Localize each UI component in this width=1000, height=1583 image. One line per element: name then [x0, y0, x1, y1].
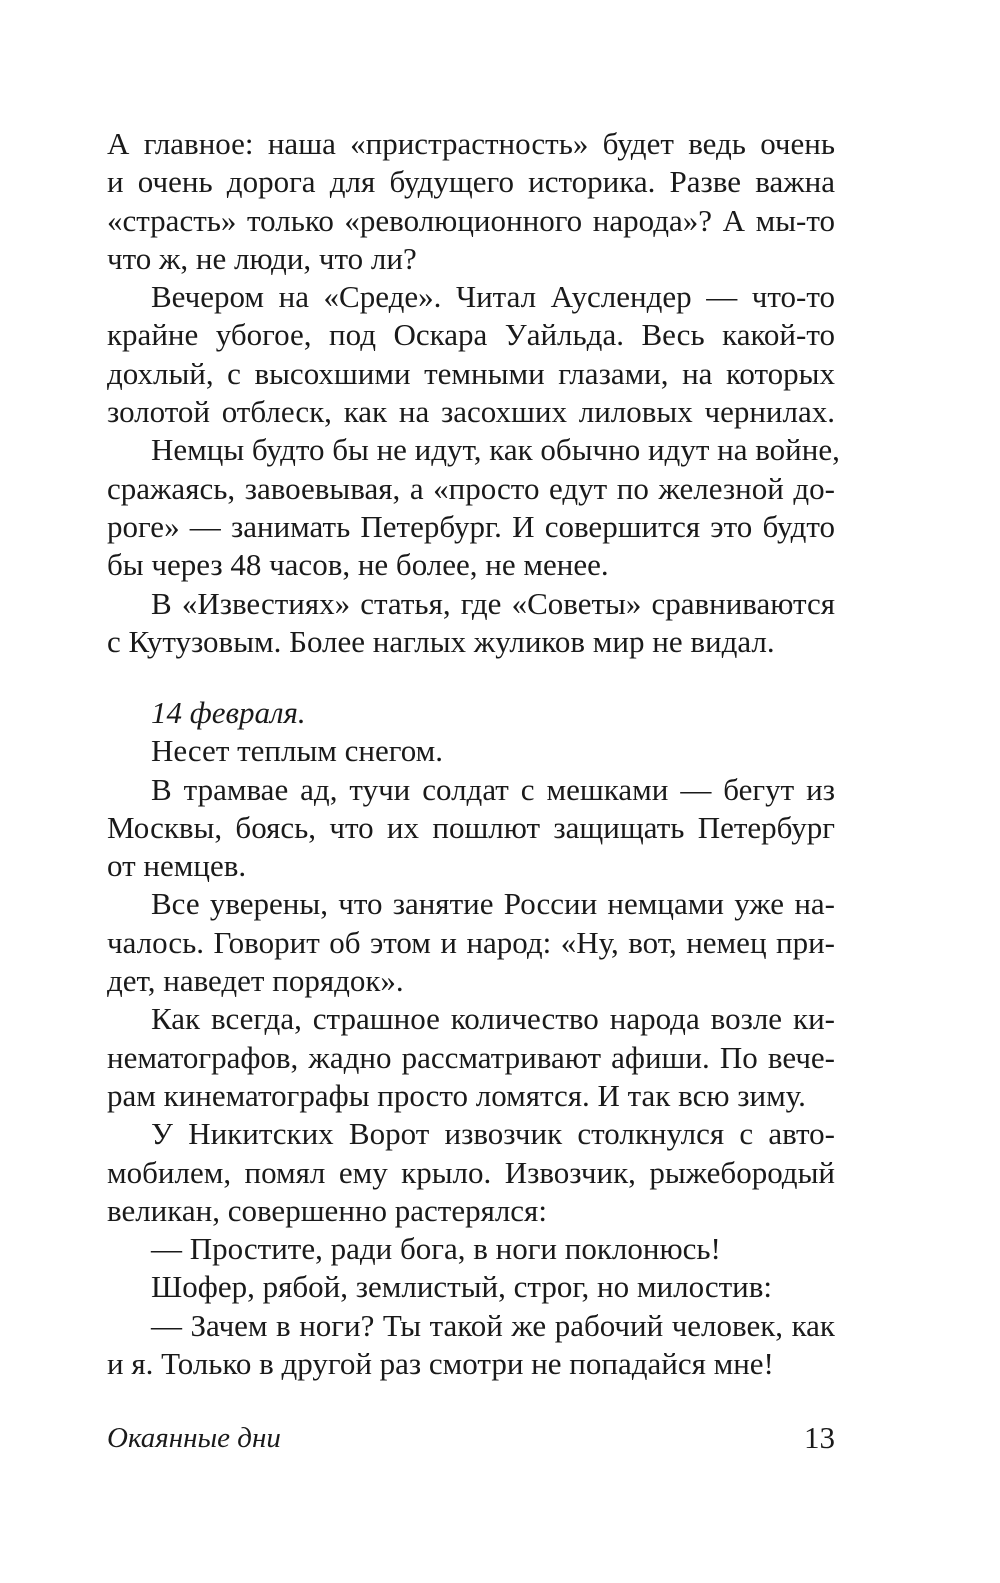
text-line: рам кинематографы просто ломятся. И так всю зиму. [107, 1077, 806, 1113]
text-line: — Зачем в ноги? Ты такой же рабочий человек, как [151, 1307, 835, 1343]
text-line: и я. Только в другой раз смотри не попадайся мне! [107, 1346, 774, 1382]
text-line: «страсть» только «революционного народа»? А мы-то [107, 202, 835, 238]
page-footer [107, 1418, 835, 1458]
text-line: — Простите, ради бога, в ноги поклонюсь! [151, 1231, 721, 1267]
text-line: роге» — занимать Петербург. И совершится это будто [107, 508, 835, 544]
text-line: с Кутузовым. Более наглых жуликов мир не видал. [107, 623, 775, 659]
text-line: от немцев. [107, 848, 247, 884]
text-line: великан, совершенно растерялся: [107, 1192, 547, 1228]
page-number: 13 [804, 1420, 835, 1455]
text-line: А главное: наша «пристрастность» будет ведь очень [107, 126, 835, 161]
text-line: Немцы будто бы не идут, как обычно идут на войне, [151, 432, 840, 468]
text-line: В трамвае ад, тучи солдат с мешками — бегут из [151, 771, 835, 807]
text-line: Москвы, боясь, что их пошлют защищать Петербург [107, 809, 835, 845]
text-line: что ж, не люди, что ли? [107, 240, 417, 276]
text-line: чалось. Говорит об этом и народ: «Ну, вот, немец при- [107, 924, 835, 960]
running-footer-title: Окаянные дни [107, 1422, 281, 1454]
text-line: Несет теплым снегом. [151, 733, 444, 769]
text-block-bottom [107, 694, 835, 1383]
text-line: Шофер, рябой, землистый, строг, но милостив: [151, 1269, 772, 1305]
text-line: дет, наведет порядок». [107, 963, 404, 999]
text-line: крайне убогое, под Оскара Уайльда. Весь какой-то [107, 317, 835, 353]
text-line: нематографов, жадно рассматривают афиши. По вече- [107, 1039, 835, 1075]
text-line: В «Известиях» статья, где «Советы» сравниваются [151, 585, 835, 621]
text-line: Как всегда, страшное количество народа возле ки- [151, 1001, 835, 1037]
text-line: сражаясь, завоевывая, а «просто едут по железной до- [107, 470, 835, 506]
date-heading: 14 февраля. [151, 695, 306, 730]
text-line: Вечером на «Среде». Читал Ауслендер — что-то [151, 279, 835, 315]
text-line: мобилем, помял ему крыло. Извозчик, рыжебородый [107, 1154, 835, 1190]
text-line: дохлый, с высохшими темными глазами, на которых [107, 355, 835, 391]
text-line: Все уверены, что занятие России немцами уже на- [151, 886, 835, 922]
text-line: бы через 48 часов, не более, не менее. [107, 547, 609, 583]
text-line: У Никитских Ворот извозчик столкнулся с авто- [151, 1116, 835, 1152]
text-block-top [107, 125, 840, 661]
text-line: золотой отблеск, как на засохших лиловых чернилах. [107, 394, 835, 430]
text-line: и очень дорога для будущего историка. Разве важна [107, 164, 835, 200]
